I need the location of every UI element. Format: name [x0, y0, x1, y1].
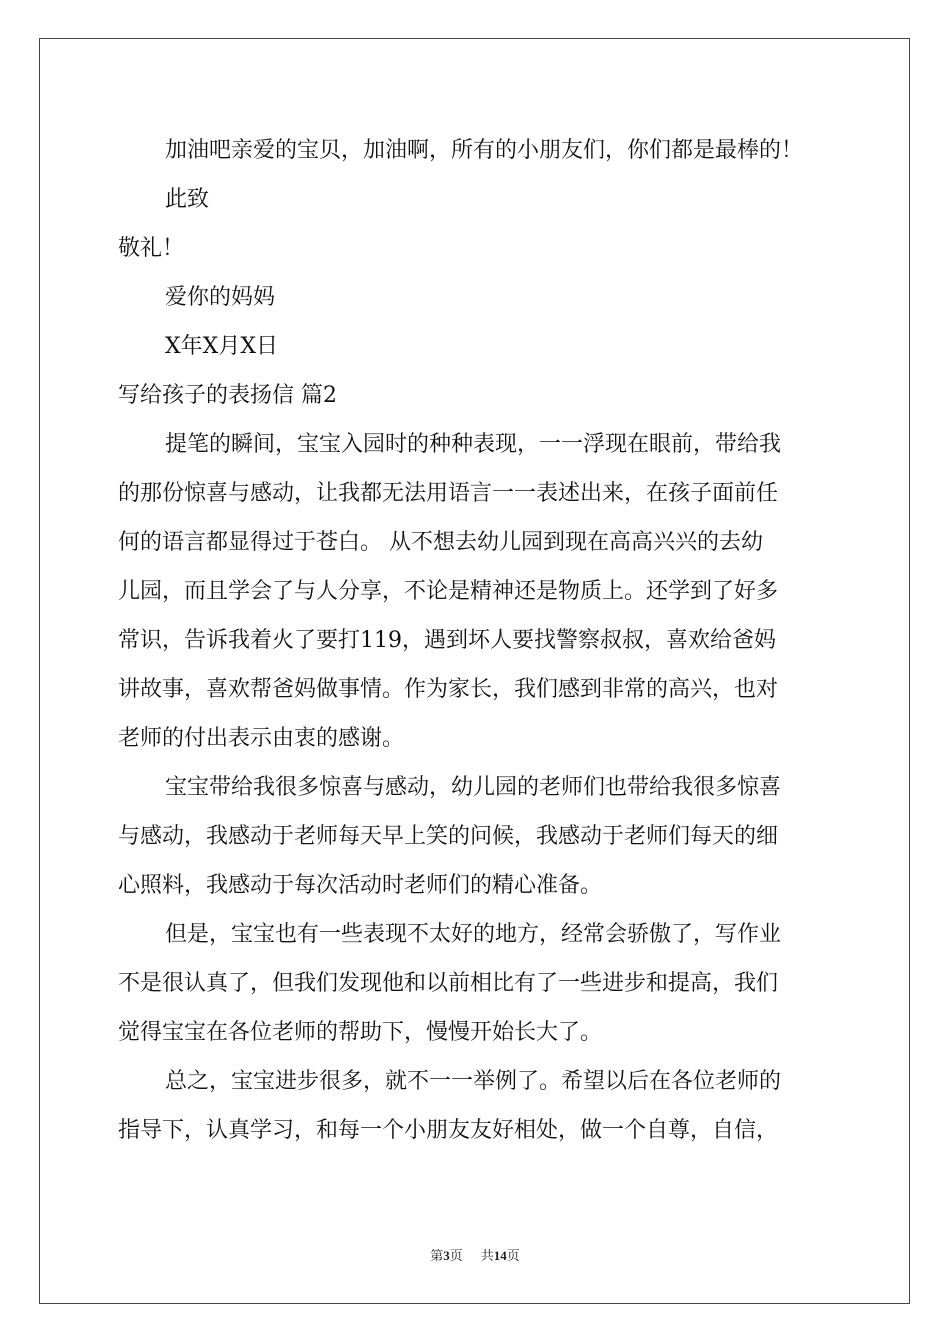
salutation-line: 此致: [165, 187, 210, 212]
signature-line: 爱你的妈妈: [165, 285, 276, 310]
paragraph-line: 与感动，我感动于老师每天早上笑的问候，我感动于老师们每天的细: [118, 824, 779, 849]
date-line: X年X月X日: [165, 334, 278, 359]
paragraph-line: 常识，告诉我着火了要打119，遇到坏人要找警察叔叔，喜欢给爸妈: [118, 628, 776, 653]
page-suffix: 页: [449, 1248, 463, 1263]
paragraph-line: 心照料，我感动于每次活动时老师们的精心准备。: [118, 873, 603, 898]
page-prefix: 第: [430, 1248, 444, 1263]
paragraph-line: 觉得宝宝在各位老师的帮助下，慢慢开始长大了。: [118, 1020, 603, 1045]
paragraph-line: 不是很认真了，但我们发现他和以前相比有了一些进步和提高，我们: [118, 971, 779, 996]
paragraph-line: 指导下，认真学习，和每一个小朋友友好相处，做一个自尊，自信，: [118, 1118, 779, 1143]
document-body: [118, 126, 834, 1155]
total-prefix: 共: [480, 1248, 494, 1263]
current-page-number: 3: [443, 1248, 450, 1263]
total-suffix: 页: [506, 1248, 520, 1263]
paragraph-line: 提笔的瞬间，宝宝入园时的种种表现，一一浮现在眼前，带给我: [165, 432, 782, 457]
salutation-regards: 敬礼！: [118, 236, 185, 261]
paragraph-line: 的那份惊喜与感动，让我都无法用语言一一表述出来，在孩子面前任: [118, 481, 779, 506]
closing-cheer-paragraph: 加油吧亲爱的宝贝，加油啊，所有的小朋友们，你们都是最棒的！: [165, 138, 804, 163]
page-footer: [0, 1245, 950, 1264]
paragraph-line: 老师的付出表示由衷的感谢。: [118, 726, 405, 751]
section-heading: 写给孩子的表扬信 篇2: [118, 383, 337, 408]
paragraph-line: 总之，宝宝进步很多，就不一一举例了。希望以后在各位老师的: [165, 1069, 782, 1094]
paragraph-line: 宝宝带给我很多惊喜与感动，幼儿园的老师们也带给我很多惊喜: [165, 775, 782, 800]
paragraph-line: 儿园，而且学会了与人分享，不论是精神还是物质上。还学到了好多: [118, 579, 779, 604]
total-page-count: 14: [493, 1248, 507, 1263]
paragraph-line: 何的语言都显得过于苍白。 从不想去幼儿园到现在高高兴兴的去幼: [118, 530, 763, 555]
paragraph-line: 讲故事，喜欢帮爸妈做事情。作为家长，我们感到非常的高兴，也对: [118, 677, 779, 702]
paragraph-line: 但是，宝宝也有一些表现不太好的地方，经常会骄傲了，写作业: [165, 922, 782, 947]
